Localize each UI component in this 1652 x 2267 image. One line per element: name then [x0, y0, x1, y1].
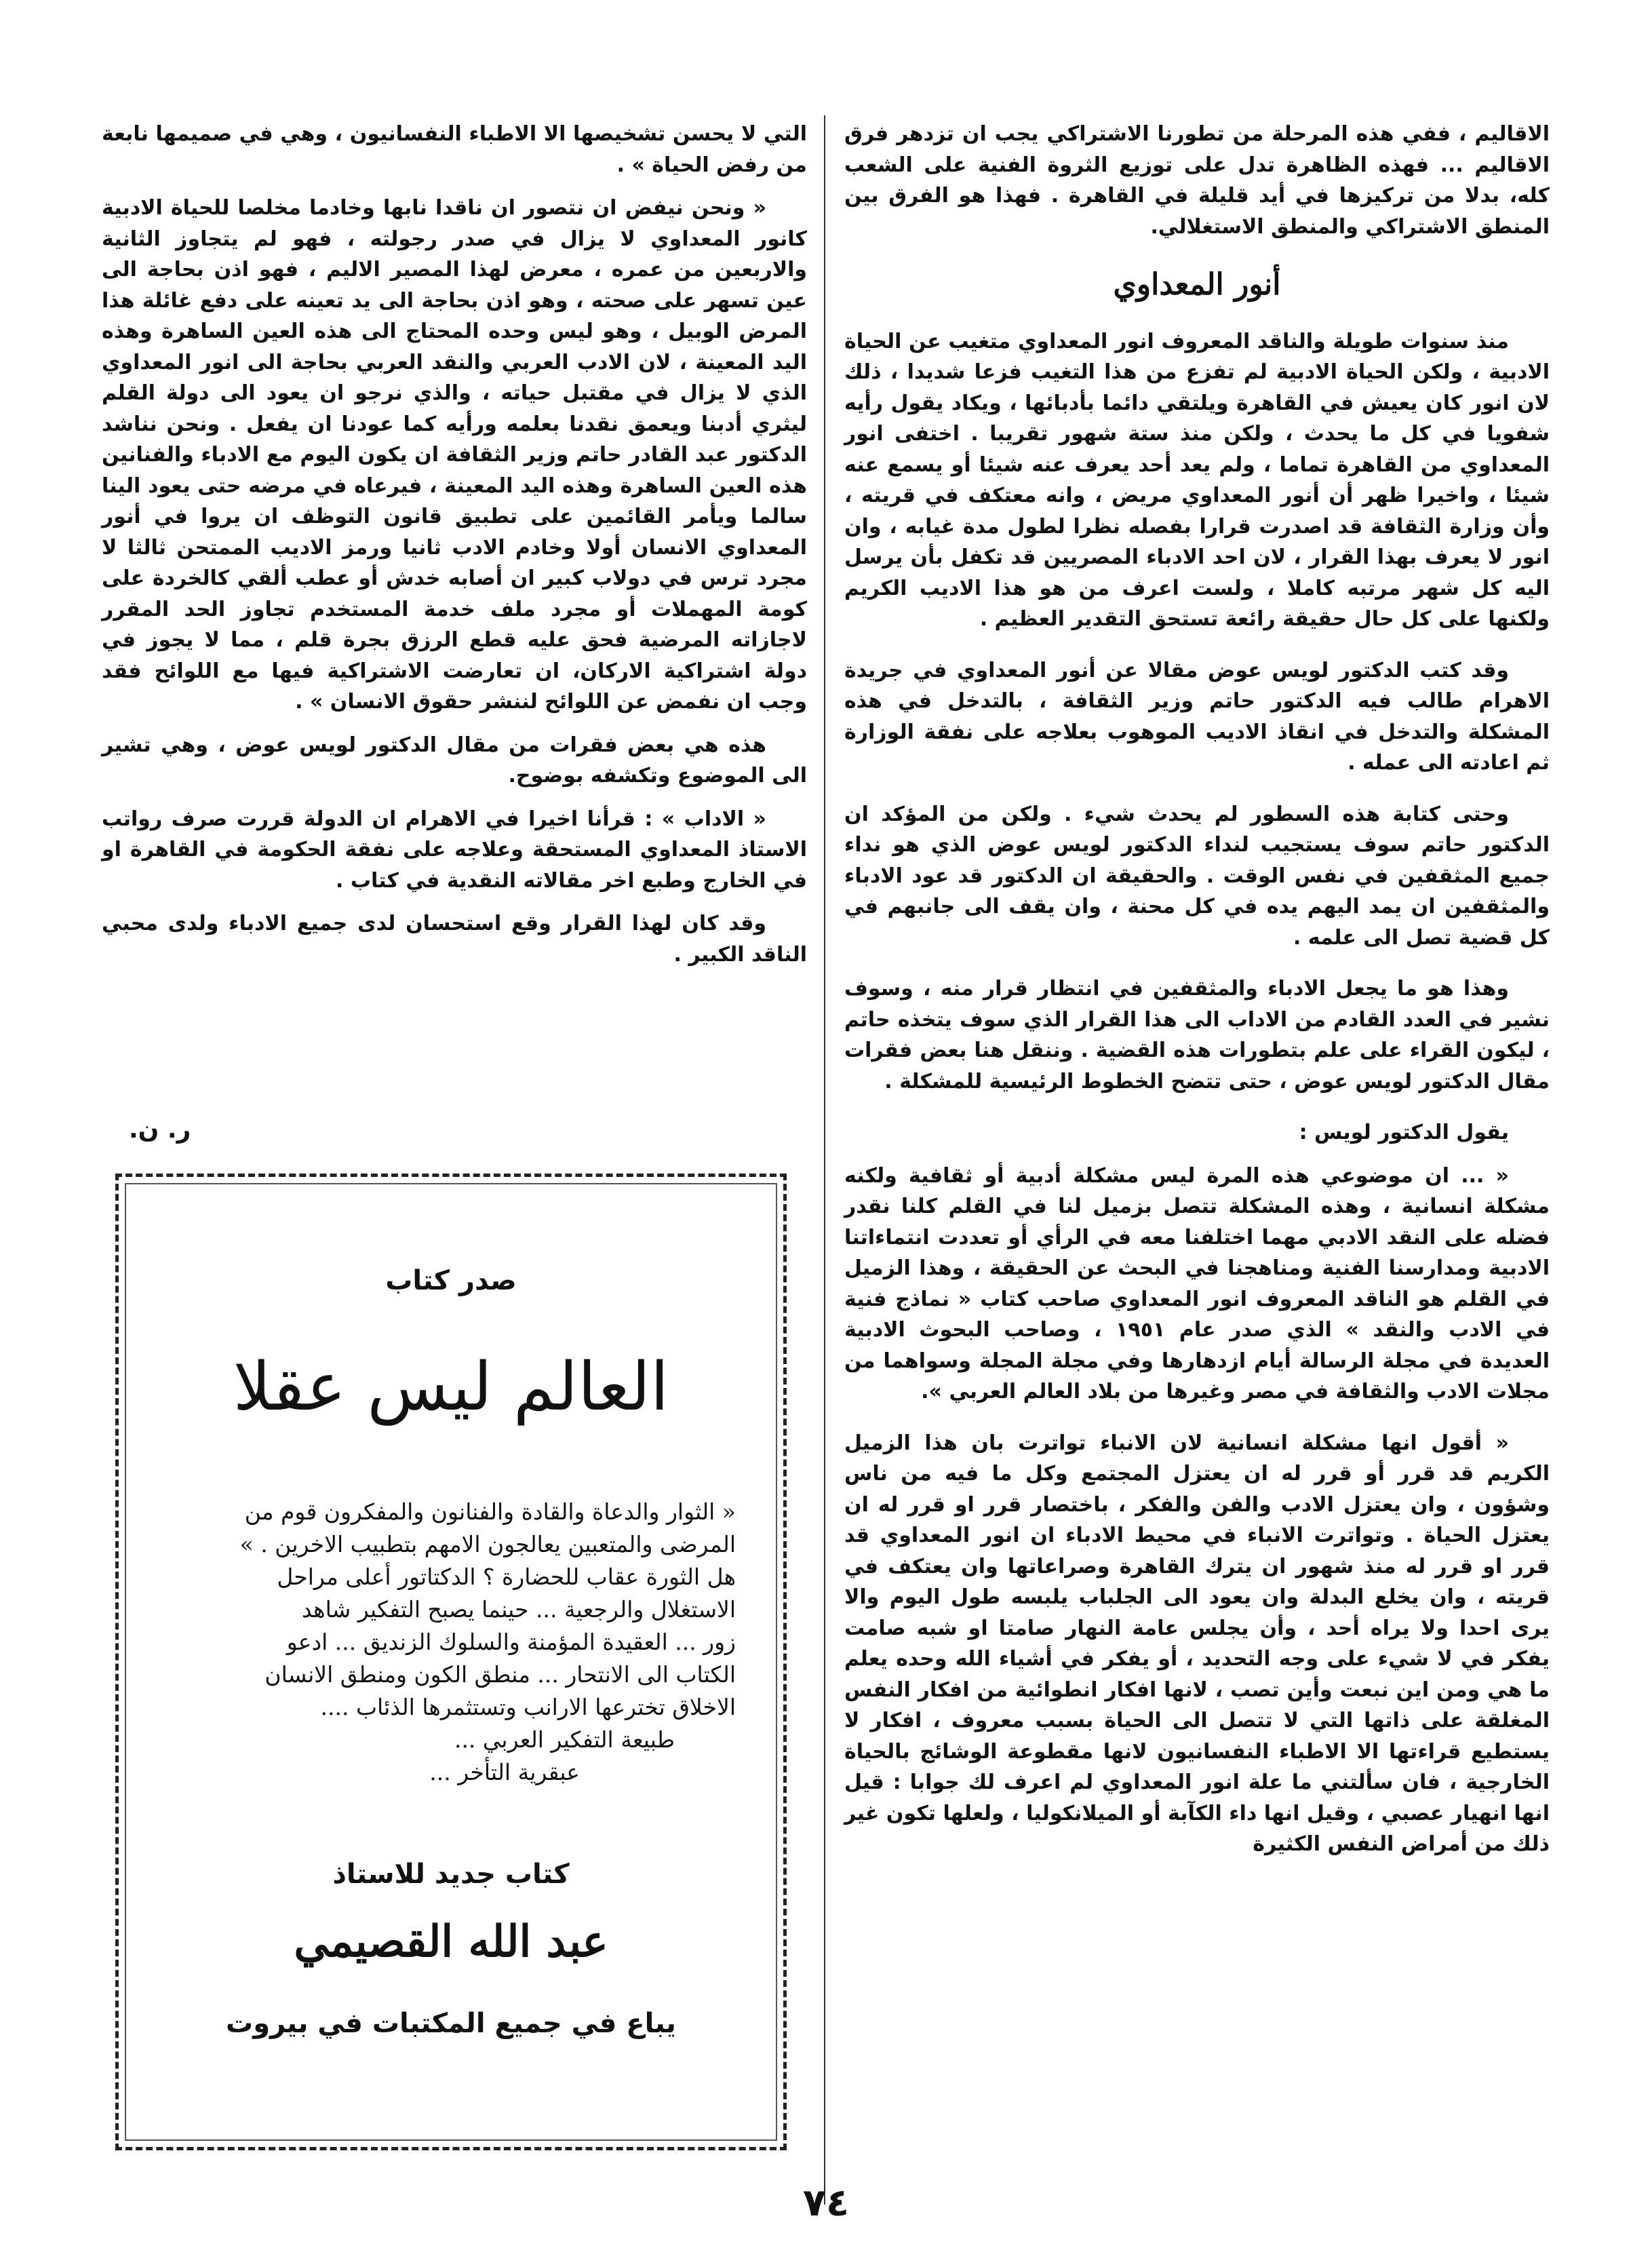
article-paragraph: يقول الدكتور لويس : — [1299, 1121, 1509, 1144]
quoted-paragraph: « ونحن نيفض ان نتصور ان ناقدا نابها وخادما مخلصا للحياة الادبية كانور المعداوي لا يزال في صدر رجولته ، فهو لم يتجاوز الثانية والاربعين من عمره ، معرض لهذا المصير الاليم ، فهو اذن بحاجة الى عين تسهر على صحته ، وهو اذن بحاجة الى يد تعينه على دفع غائلة هذا المرض الوبيل ، وهو ليس وحده المحتاج الى هذه العين الساهرة وهذه اليد المعينة ، لان الادب العربي والنقد العربي بحاجة الى انور المعداوي الذي لا يزال في مقتبل حياته ، والذي نرجو ان يعود الى دولة القلم ليثري أدبنا ويعمق نقدنا بعلمه ورأيه كما عودنا ان يفعل . ونحن نناشد الدكتور عبد القادر حاتم وزير الثقافة ان يكون اليوم مع الادباء والفنانين هذه العين الساهرة وهذه اليد المعينة ، فيرعاه في مرضه حتى يعود الينا سالما ويأمر القائمين على تطبيق قانون التوظف ان يروا في أنور المعداوي الانسان أولا وخادم الادب ثانيا ورمز الاديب الممتحن ثالثا لا مجرد ترس في دولاب كبير ان أصابه خدش أو عطب ألقي كالخردة على كومة المهملات أو مجرد ملف خدمة المستخدم تجاوز الحد المقرر لاجازاته المرضية فحق عليه قطع الرزق بجرة قلم ، مما لا يجوز في دولة اشتراكية الاركان، ان تعارضت الاشتراكية فيها مع اللوائح فقد وجب ان نفمض عن اللوائح لننشر حقوق الانسان » . — [102, 196, 807, 714]
article-paragraph: وقد كتب الدكتور لويس عوض مقالا عن أنور المعداوي في جريدة الاهرام طالب فيه الدكتور حاتم وزير الثقافة ، بالتدخل في هذه المشكلة والتدخل في انقاذ الاديب الموهوب بعلاجه على نفقة الوزارة ثم اعادته الى عمله . — [844, 658, 1550, 775]
ad-line: « الثوار والدعاة والقادة والفنانون والمفكرون قوم من — [244, 1498, 736, 1525]
ad-author-name: عبد الله القصيمي — [294, 1916, 608, 1967]
column-divider — [824, 115, 825, 2205]
article-paragraph: وقد كان لهذا القرار وقع استحسان لدى جميع الادباء ولدى محبي الناقد الكبير . — [102, 912, 807, 967]
article-paragraph: منذ سنوات طويلة والناقد المعروف انور المعداوي متغيب عن الحياة الادبية ، ولكن الحياة الادبية لم تفزع من هذا التغيب فزعا شديدا ، ذلك لان انور كان يعيش في القاهرة ويلتقي دائما بأدبائها ، ويكاد يقول رأيه شفويا في كل ما يحدث ، ولكن منذ ستة شهور تقريبا . اختفى انور المعداوي من القاهرة تماما ، ولم يعد أحد يعرف عنه شيئا أو يسمع عنه شيئا ، واخيرا ظهر أن أنور المعداوي مريض ، وانه معتكف في قريته ، وأن وزارة الثقافة قد اصدرت قرارا بفصله نظرا لطول مدة غيابه ، وان انور لا يعرف بهذا القرار ، لان احد الادباء المصريين قد تكفل بأن يرسل اليه كل شهر مرتبه كاملا ، ولست اعرف من هو هذا الاديب الكريم ولكنها على كل حال حقيقة رائعة تستحق التقدير العظيم . — [844, 329, 1550, 631]
quoted-paragraph: « ... ان موضوعي هذه المرة ليس مشكلة أدبية أو ثقافية ولكنه مشكلة انسانية ، وهذه المشكلة تتصل بزميل لنا في القلم كلنا نقدر فضله على النقد الادبي مهما اختلفنا معه في الرأي أو تعددت انتماءاتنا الادبية ومدارسنا الفنية ومناهجنا في البحث عن الحقيقة ، وهذا الزميل في القلم هو الناقد المعروف انور المعداوي صاحب كتاب « نماذج فنية في الادب والنقد » الذي صدر عام ١٩٥١ ، وصاحب البحوث الادبية العديدة في مجلة الرسالة أيام ازدهارها وفي مجلة المجلة وسواهما من مجلات الادب والثقافة في مصر وغيرها من بلاد العالم العربي ». — [844, 1163, 1550, 1403]
ad-line: عبقرية التأخر ... — [429, 1759, 580, 1785]
author-initials: ر. ن. — [129, 1116, 191, 1144]
page-number: ٧٤ — [802, 2181, 850, 2225]
article-paragraph: وهذا هو ما يجعل الادباء والمثقفين في انتظار قرار منه ، وسوف نشير في العدد القادم من الاداب الى هذا القرار الذي سوف يتخذه حاتم ، ليكون القراء على علم بتطورات هذه القضية . وننقل هنا بعض فقرات مقال الدكتور لويس عوض ، حتى تتضح الخطوط الرئيسية للمشكلة . — [844, 977, 1550, 1093]
book-advertisement — [115, 1174, 787, 2150]
article-paragraph: هذه هي بعض فقرات من مقال الدكتور لويس عوض ، وهي تشير الى الموضوع وتكشفه بوضوح. — [102, 733, 807, 788]
ad-line: طبيعة التفكير العربي ... — [454, 1726, 675, 1753]
right-column — [844, 119, 1550, 1872]
intro-paragraph: الاقاليم ، ففي هذه المرحلة من تطورنا الاشتراكي يجب ان تزدهر فرق الاقاليم ... فهذه الظاهرة تدل على توزيع الثروة الفنية على الشعب كله، بدلا من تركيزها في أيد قليلة في القاهرة . فهذا هو الفرق بين المنطق الاشتراكي والمنطق الاستغلالي. — [844, 122, 1550, 239]
ad-new-book-label: كتاب جديد للاستاذ — [332, 1859, 570, 1890]
ad-line: المرضى والمتعبين يعالجون الامهم بتطبيب الاخرين . » — [239, 1531, 736, 1557]
quoted-paragraph: « أقول انها مشكلة انسانية لان الانباء تواترت بان هذا الزميل الكريم قد قرر أو قرر له ان يعتزل المجتمع وكل ما فيه من ناس وشؤون ، وان يعتزل الادب والفن والفكر ، باختصار قرر او قرر له ان يعتزل الحياة . وتواترت الانباء في محيط الادباء ان انور المعداوي قد قرر او قرر له منذ شهور ان يترك القاهرة وصراعاتها وان يعتكف في قريته ، وان يخلع البدلة وان يعود الى الجلباب يلبسه طول اليوم والا يرى احدا ولا يراه أحد ، وأن يجلس عامة النهار صامتا او شبه صامت يفكر في لا شيء على وجه التحديد ، أو يفكر في أشياء الله وحده يعلم ما هي ومن اين نبعت وأين تصب ، لانها افكار انطوائية من افكار النفس المغلقة على ذاتها التي لا تتصل الى الحياة بسبب معروف ، افكار لا يستطيع قراءتها الا الاطباء النفسانيون لانها مقطوعة الوشائج بالحياة الخارجية ، فان سألتني ما علة انور المعداوي لم اعرف لك جوابا : قيل انها انهيار عصبي ، وقيل انها داء الكآبة أو الميلانكوليا ، ولعلها تكون غير ذلك من أمراض النفس الكثيرة — [844, 1431, 1550, 1856]
article-paragraph: « الاداب » : قرأنا اخيرا في الاهرام ان الدولة قررت صرف رواتب الاستاذ المعداوي المستحقة وعلاجه على نفقة الحكومة في القاهرة او في الخارج وطبع اخر مقالاته النقدية في كتاب . — [102, 807, 807, 893]
ad-book-title: العالم ليس عقلا — [233, 1349, 669, 1426]
ad-kicker: صدر كتاب — [385, 1265, 517, 1296]
section-title: أنور المعداوي — [1113, 267, 1281, 302]
ad-line: الاخلاق تخترعها الارانب وتستثمرها الذئاب .... — [320, 1694, 736, 1720]
article-paragraph: وحتى كتابة هذه السطور لم يحدث شيء . ولكن من المؤكد ان الدكتور حاتم سوف يستجيب لنداء الدكتور لويس عوض الذي هو نداء جميع المثقفين في نفس الوقت . والحقيقة ان الدكتور قد عود الادباء والمثقفين ان يمد اليهم يده في كل محنة ، وان يقف الى جانبهم في كل قضية تصل الى علمه . — [844, 802, 1550, 950]
left-column — [102, 119, 807, 982]
ad-line: الاستغلال والرجعية ... حينما يصبح التفكير شاهد — [301, 1596, 736, 1623]
ad-sale-info: يباع في جميع المكتبات في بيروت — [226, 2008, 676, 2039]
ad-description — [159, 1496, 736, 1789]
ad-line: هل الثورة عقاب للحضارة ؟ الدكتاتور أعلى مراحل — [277, 1564, 736, 1590]
article-paragraph: التي لا يحسن تشخيصها الا الاطباء النفسانيون ، وهي في صميمها نابعة من رفض الحياة » . — [102, 122, 807, 177]
ad-line: زور ... العقيدة المؤمنة والسلوك الزنديق ... ادعو — [286, 1629, 736, 1655]
ad-line: الكتاب الى الانتحار ... منطق الكون ومنطق الانسان — [264, 1661, 736, 1688]
